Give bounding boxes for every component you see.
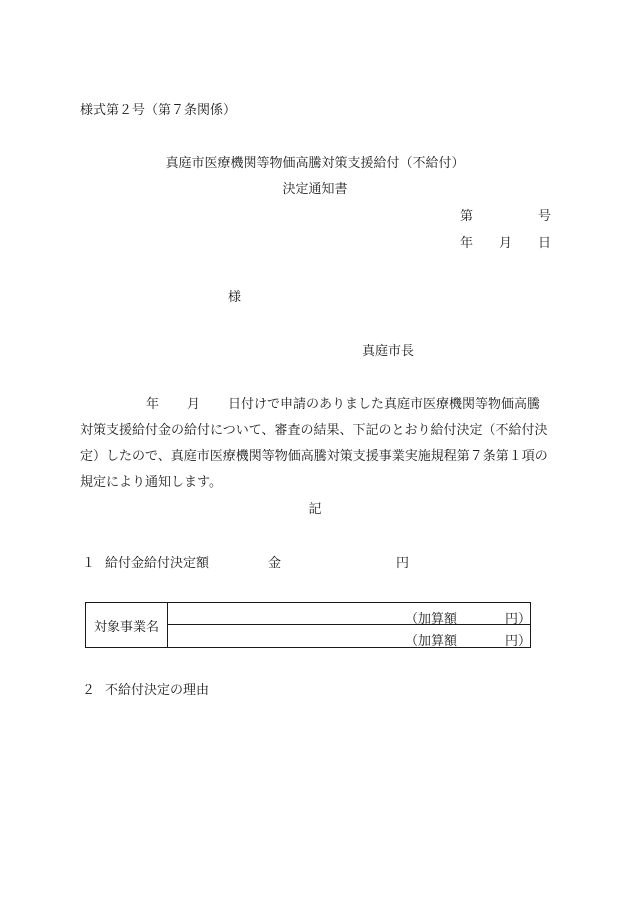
kasan-label: （加算額 (405, 634, 458, 649)
target-business-row (168, 603, 530, 625)
date-year: 年 (460, 236, 474, 251)
body-year-word: 年 (146, 397, 160, 412)
kasan-yen: 円） (505, 634, 532, 649)
kasan-yen: 円） (505, 612, 532, 627)
doc-number-go: 号 (538, 209, 552, 224)
body-line-2: 対策支援給付金の給付について、審査の結果、下記のとおり給付決定（不給付決 (80, 423, 548, 438)
section-1-number: １ (82, 556, 96, 571)
addressee-suffix: 様 (228, 290, 242, 305)
doc-number-dai: 第 (460, 209, 474, 224)
form-number: 様式第２号（第７条関係） (80, 103, 237, 118)
target-business-row (168, 625, 530, 647)
section-1-kin: 金 (268, 556, 282, 571)
date-month: 月 (499, 236, 513, 251)
section-1-label: 給付金給付決定額 (105, 556, 210, 571)
section-2-number: ２ (82, 683, 96, 698)
kasan-label: （加算額 (405, 612, 458, 627)
document-title: 真庭市医療機関等物価高騰対策支援給付（不給付） (165, 156, 465, 171)
target-business-table (85, 602, 531, 648)
target-business-label: 対象事業名 (86, 603, 168, 647)
section-2-label: 不給付決定の理由 (105, 683, 210, 698)
body-line-4: 規定により通知します。 (80, 475, 222, 490)
body-line-3: 定）したので、真庭市医療機関等物価高騰対策支援事業実施規程第７条第１項の (80, 449, 548, 464)
date-day: 日 (538, 236, 552, 251)
issuer-name: 真庭市長 (362, 344, 415, 359)
body-line-1: 日付けで申請のありました真庭市医療機関等物価高騰 (228, 397, 541, 412)
body-month-word: 月 (187, 397, 201, 412)
section-1-yen: 円 (396, 556, 410, 571)
ki-heading: 記 (308, 502, 322, 517)
document-subtitle: 決定通知書 (282, 182, 348, 197)
